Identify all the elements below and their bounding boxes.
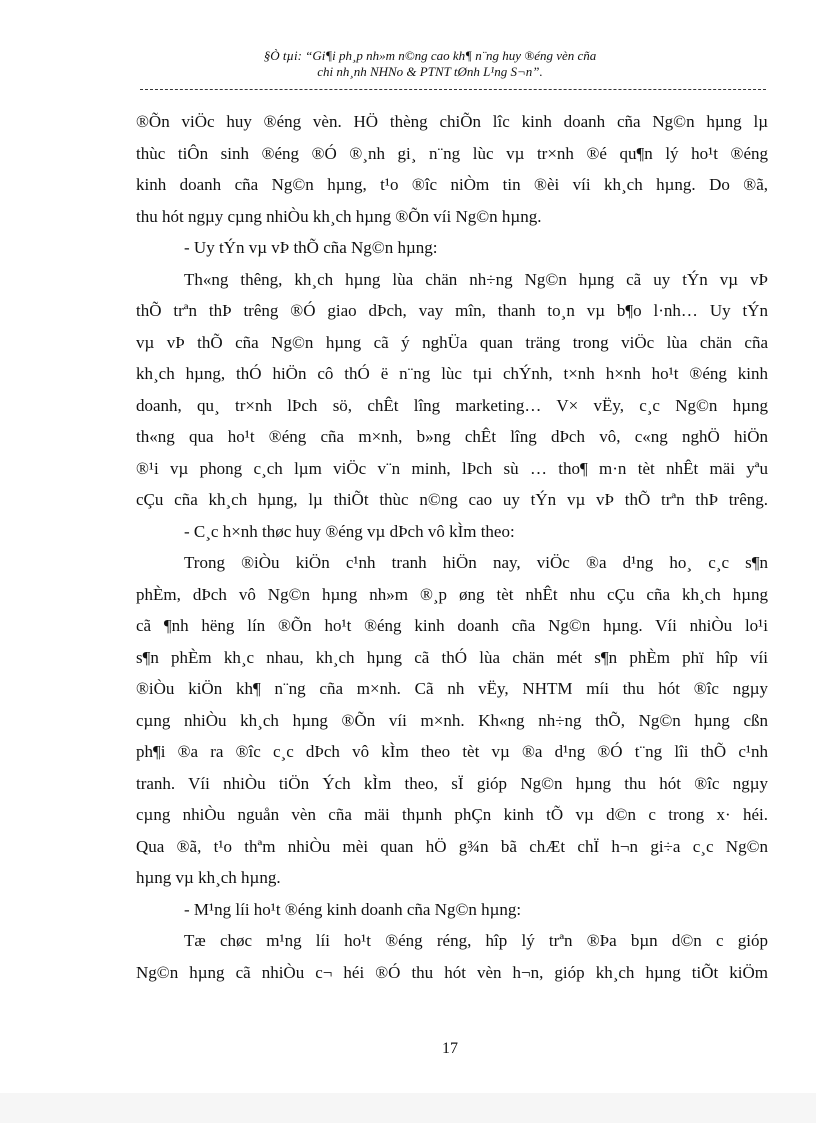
text-line: cÇu cña kh¸ch hµng, lµ thiÕt thùc n©ng cao uy tÝn vµ vÞ thÕ trªn thÞ trêng. <box>136 490 768 509</box>
text-line: Trong ®iÒu kiÖn c¹nh tranh hiÖn nay, viÖc ®a d¹ng ho¸ c¸c s¶n <box>184 553 768 572</box>
body-text <box>136 106 768 988</box>
page-bottom-margin <box>0 1093 816 1123</box>
text-line: thÕ trªn thÞ trêng ®Ó giao dÞch, vay mîn, thanh to¸n vµ b¶o l·nh… Uy tÝn <box>136 301 768 320</box>
subheading: - C¸c h×nh thøc huy ®éng vµ dÞch vô kÌm theo: <box>184 521 515 541</box>
text-line: ®iÒu kiÖn kh¶ n¨ng cña m×nh. Cã nh vËy, NHTM míi thu hót ®îc ngµy <box>136 679 768 698</box>
page-number: 17 <box>442 1040 458 1057</box>
header-line-1: §Ò tµi: “Gi¶i ph¸p nh»m n©ng cao kh¶ n¨ng huy ®éng vèn cña <box>263 48 597 63</box>
text-line: ®¹i vµ phong c¸ch lµm viÖc v¨n minh, lÞch sù … tho¶ m·n tèt nhÊt mäi yªu <box>136 458 768 478</box>
text-line: Qua ®ã, t¹o thªm nhiÒu mèi quan hÖ g¾n bã chÆt chÏ h¬n gi÷a c¸c Ng©n <box>136 836 768 856</box>
header-line-2: chi nh¸nh NHNo & PTNT tØnh L¹ng S¬n”. <box>317 64 543 79</box>
text-line: thu hót ngµy cµng nhiÒu kh¸ch hµng ®Õn víi Ng©n hµng. <box>136 206 542 226</box>
text-line: th«ng qua ho¹t ®éng cña m×nh, b»ng chÊt lîng dÞch vô, c«ng nghÖ hiÖn <box>136 427 768 446</box>
running-header <box>120 48 740 80</box>
text-line: kinh doanh cña Ng©n hµng, t¹o ®îc niÒm tin ®èi víi kh¸ch hµng. Do ®ã, <box>136 175 768 194</box>
text-line: ph¶i ®a ra ®îc c¸c dÞch vô kÌm theo tèt vµ ®a d¹ng ®Ó t¨ng lîi thÕ c¹nh <box>136 742 768 761</box>
text-line: Th«ng thêng, kh¸ch hµng lùa chän nh÷ng Ng©n hµng cã uy tÝn vµ vÞ <box>184 269 768 289</box>
text-line: hµng vµ kh¸ch hµng. <box>136 868 281 887</box>
text-line: cã ¶nh hëng lín ®Õn ho¹t ®éng kinh doanh cña Ng©n hµng. Víi nhiÒu lo¹i <box>136 616 768 635</box>
text-line: Ng©n hµng cã nhiÒu c¬ héi ®Ó thu hót vèn h¬n, gióp kh¸ch hµng tiÕt kiÖm <box>136 962 768 982</box>
text-line: thùc tiÔn sinh ®éng ®Ó ®¸nh gi¸ n¨ng lùc vµ tr×nh ®é qu¶n lý ho¹t ®éng <box>136 143 768 163</box>
text-line: cµng nhiÒu nguån vèn cña mäi thµnh phÇn kinh tÕ vµ d©n c trong x· héi. <box>136 805 768 824</box>
text-line: ®Õn viÖc huy ®éng vèn. HÖ thèng chiÕn lîc kinh doanh cña Ng©n hµng lµ <box>136 112 768 131</box>
text-line: cµng nhiÒu kh¸ch hµng ®Õn víi m×nh. Kh«ng nh÷ng thÕ, Ng©n hµng cßn <box>136 710 768 730</box>
text-line: Tæ chøc m¹ng líi ho¹t ®éng réng, hîp lý trªn ®Þa bµn d©n c gióp <box>184 931 768 950</box>
subheading: - M¹ng líi ho¹t ®éng kinh doanh cña Ng©n hµng: <box>184 899 522 919</box>
text-line: s¶n phÈm kh¸c nhau, kh¸ch hµng cã thÓ lùa chän mét s¶n phÈm phï hîp víi <box>136 647 768 667</box>
text-line: doanh, qu¸ tr×nh lÞch sö, chÊt lîng marketing… V× vËy, c¸c Ng©n hµng <box>136 395 768 415</box>
text-line: kh¸ch hµng, thÓ hiÖn cô thÓ ë n¨ng lùc tµi chÝnh, t×nh h×nh ho¹t ®éng kinh <box>136 364 768 383</box>
text-line: tranh. Víi nhiÒu tiÖn Ých kÌm theo, sÏ gióp Ng©n hµng thu hót ®îc ngµy <box>136 773 768 793</box>
text-line: phÈm, dÞch vô Ng©n hµng nh»m ®¸p øng tèt nhÊt nhu cÇu cña kh¸ch hµng <box>136 584 768 604</box>
header-divider <box>140 89 766 90</box>
text-line: vµ vÞ thÕ cña Ng©n hµng cã ý nghÜa quan träng trong viÖc lùa chän cña <box>136 332 768 352</box>
subheading: - Uy tÝn vµ vÞ thÕ cña Ng©n hµng: <box>184 238 438 257</box>
